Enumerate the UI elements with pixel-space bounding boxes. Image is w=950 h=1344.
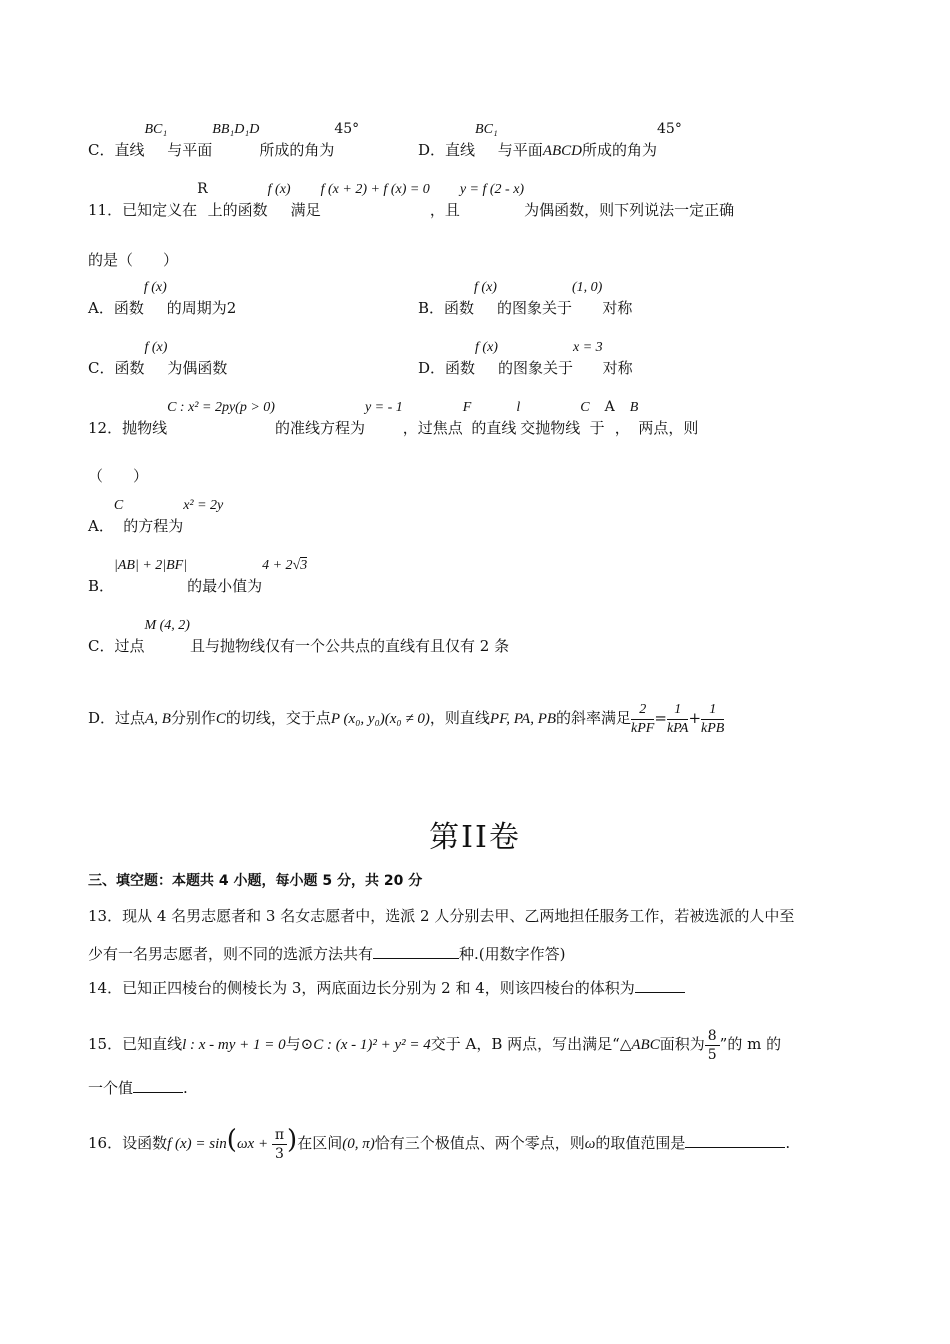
answer-blank[interactable] — [635, 978, 685, 993]
fraction: $\frac{1}{\text{kPA}}$ — [666, 701, 689, 736]
answer-blank[interactable] — [373, 944, 459, 959]
q14: 14．已知正四棱台的侧棱长为 3，两底面边长分别为 2 和 4，则该四棱台的体积为 — [88, 978, 685, 998]
section-heading: 三、填空题：本题共 4 小题，每小题 5 分，共 20 分 — [88, 873, 423, 889]
q11-option-b: B．函数f (x)的图象关于(1, 0)对称 — [418, 280, 633, 317]
answer-blank[interactable] — [133, 1078, 183, 1093]
q15: 15．已知直线l : x - my + 1 = 0与⊙C : (x - 1)² + y² = 4交于 A，B 两点，写出满足“△ABC面积为 $\frac{8}{5}$ ”的 m 的 — [88, 1027, 782, 1063]
q10-option-c: C．直线BC₁与平面BB₁D₁D所成的角为45° — [88, 121, 360, 159]
answer-blank[interactable] — [685, 1133, 785, 1148]
math-line-bc1: BC₁ — [144, 122, 168, 137]
q13-line2: 少有一名男志愿者，则不同的选派方法共有 种.(用数字作答) — [88, 945, 566, 963]
q11-option-c: C．函数f (x)为偶函数 — [88, 340, 228, 377]
math-angle: 45° — [657, 121, 682, 137]
math-line-bc1: BC₁ — [475, 122, 498, 137]
q13-line1: 13．现从 4 名男志愿者和 3 名女志愿者中，选派 2 人分别去甲、乙两地担任服务工作，若被选派的人中至 — [88, 907, 795, 925]
q10-option-d: D．直线BC₁与平面ABCD所成的角为45° — [418, 121, 682, 159]
q15-line2: 一个值 . — [88, 1079, 188, 1097]
q12-option-a: A．C的方程为x² = 2y — [88, 498, 224, 535]
q12-option-b: B．|AB| + 2|BF|的最小值为4 + 2√3 — [88, 558, 308, 595]
fraction: $\frac{2}{\text{kPF}}$ — [631, 701, 655, 736]
part-title: 第II卷 — [429, 820, 521, 855]
q11-stem: 11．已知定义在R上的函数f (x)满足f (x + 2) + f (x) = 0，且y = f (2 - x)为偶函数，则下列说法一定正确 — [88, 181, 735, 219]
q12-stem: 12．抛物线C : x² = 2py(p > 0)的准线方程为y = - 1，过焦点F的直线l交抛物线C于A，B两点，则 — [88, 399, 699, 437]
fraction: $\frac{8}{5}$ — [705, 1027, 720, 1064]
right-paren: ) — [287, 1125, 298, 1155]
q12-option-d: D．过点A, B分别作C的切线，交于点P (x₀, y₀)(x₀ ≠ 0)，则直线PF, PA, PB的斜率满足 $\frac{2}{\text{kPF}}$ = $\frac{1}{\text{kPA}}$ + $\frac{1}{\text{kPB}}$ — [88, 701, 725, 736]
q11-stem-cont: 的是（ ） — [88, 251, 179, 269]
q11-option-a: A．函数f (x)的周期为2 — [88, 280, 237, 317]
q16: 16．设函数f (x) = sin(ωx + $\frac{\pi}{3}$ )在区间(0, π)恰有三个极值点、两个零点，则ω的取值范围是 . — [88, 1125, 791, 1162]
q11-option-d: D．函数f (x)的图象关于x = 3对称 — [418, 340, 633, 377]
math-plane-abcd: ABCD — [542, 143, 582, 159]
math-plane-bb1d1d: BB₁D₁D — [212, 122, 260, 137]
left-paren: ( — [226, 1125, 237, 1155]
fraction: $\frac{1}{\text{kPB}}$ — [701, 701, 725, 736]
fraction: $\frac{\pi}{3}$ — [272, 1126, 287, 1163]
q12-option-c: C．过点M (4, 2)且与抛物线仅有一个公共点的直线有且仅有 2 条 — [88, 618, 510, 655]
math-angle: 45° — [334, 121, 360, 137]
q12-paren: （ ） — [88, 467, 149, 485]
